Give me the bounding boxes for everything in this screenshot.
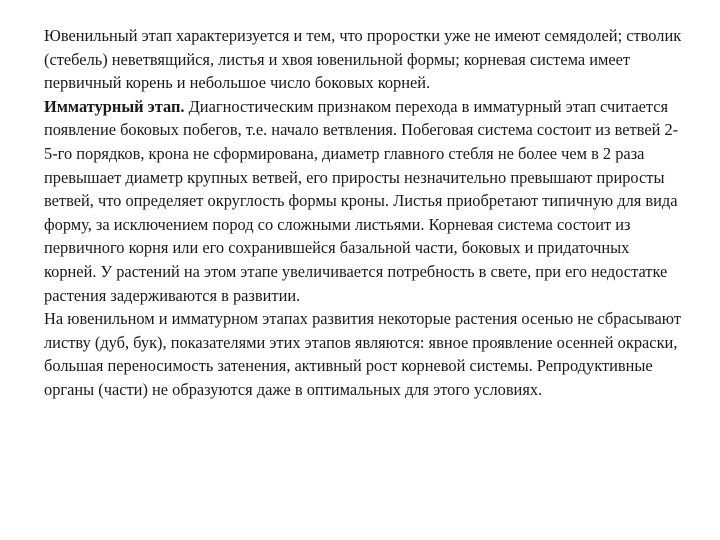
- paragraph-immature-stage: [44, 95, 684, 307]
- paragraph-text: Ювенильный этап характеризуется и тем, что проростки уже не имеют семядолей; стволик (стебель) неветвящийся, листья и хвоя ювенильной формы; корневая система имеет первичный корень и небольшое число боковых корней.: [44, 26, 682, 93]
- paragraph-text: Диагностическим признаком перехода в имматурный этап считается появление боковых побегов, т.е. начало ветвления. Побеговая система состоит из ветвей 2-5-го порядков, крона не сформирована, диаметр главного стебля не более чем в 2 раза превышает диаметр крупных ветвей, его приросты незначительно превышают приросты ветвей, что определяет округлость формы кроны. Листья приобретают типичную для вида форму, за исключением пород со сложными листьями. Корневая система состоит из первичного корня или его сохранившейся базальной части, боковых и придаточных корней. У растений на этом этапе увеличивается потребность в свете, при его недостатке растения задерживаются в развитии.: [44, 96, 679, 305]
- immature-stage-term: Имматурный этап.: [44, 96, 185, 116]
- text-body: [44, 24, 684, 402]
- paragraph-juvenile-stage: [44, 24, 684, 95]
- paragraph-text: На ювенильном и имматурном этапах развития некоторые растения осенью не сбрасывают листву (дуб, бук), показателями этих этапов являются: явное проявление осенней окраски, большая переносимость затенения, активный рост корневой системы. Репродуктивные органы (части) не образуются даже в оптимальных для этого условиях.: [44, 309, 681, 399]
- paragraph-juvenile-immature-notes: [44, 307, 684, 401]
